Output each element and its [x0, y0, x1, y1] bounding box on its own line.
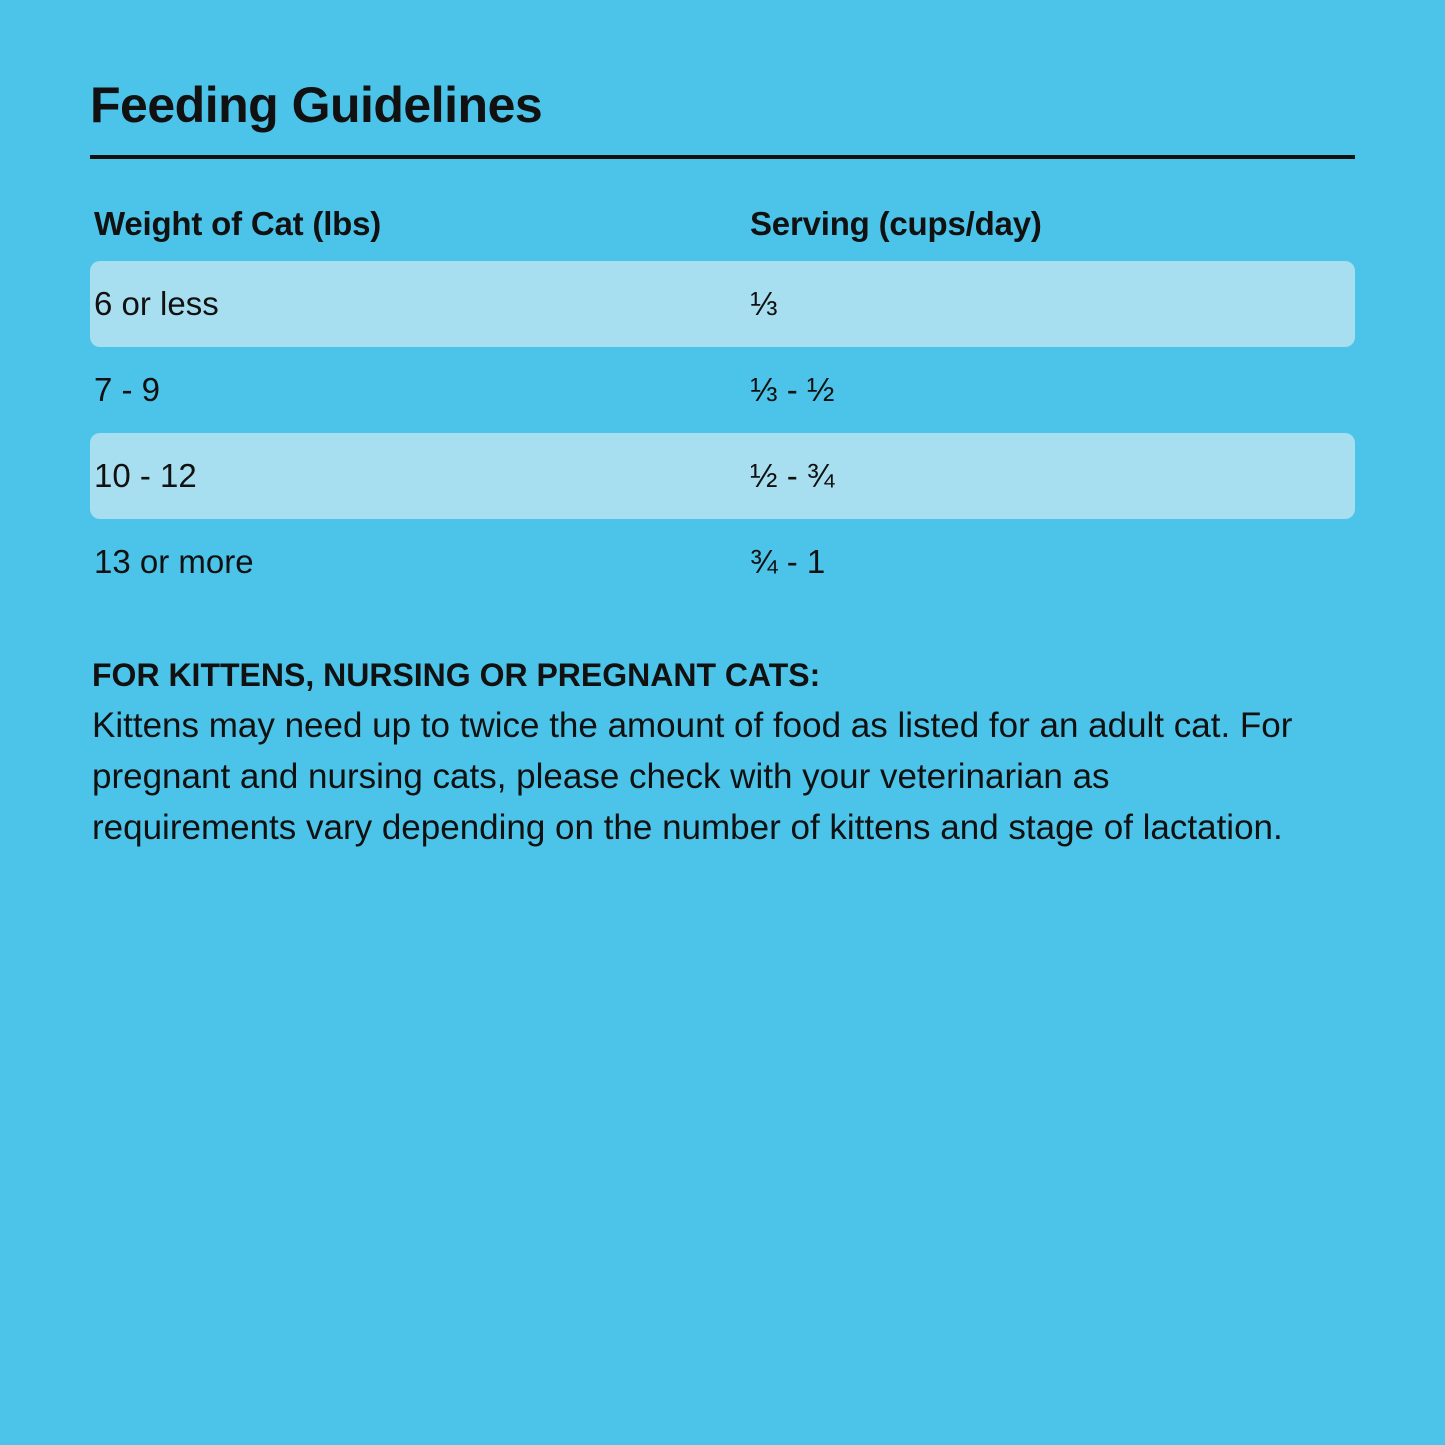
feeding-table [90, 187, 1355, 605]
cell-weight: 7 - 9 [94, 371, 161, 408]
cell-weight: 10 - 12 [94, 457, 197, 494]
kitten-note [90, 657, 1300, 853]
title-divider [90, 155, 1355, 159]
table-row [90, 261, 1355, 347]
column-header-weight: Weight of Cat (lbs) [94, 205, 382, 242]
kitten-note-body: Kittens may need up to twice the amount of food as listed for an adult cat. For pregnant and nursing cats, please check with your veterinarian as requirements vary depending on the number of kittens and stage of lactation. [92, 706, 1293, 848]
table-row [90, 433, 1355, 519]
cell-serving: ½ - ¾ [750, 457, 835, 494]
kitten-note-heading: FOR KITTENS, NURSING OR PREGNANT CATS: [92, 657, 821, 693]
table-row [90, 519, 1355, 605]
cell-weight: 13 or more [94, 543, 254, 580]
table-header-row [90, 187, 1355, 261]
table-row [90, 347, 1355, 433]
cell-serving: ⅓ - ½ [750, 371, 835, 408]
column-header-serving: Serving (cups/day) [750, 205, 1042, 242]
page-title: Feeding Guidelines [90, 77, 543, 133]
cell-weight: 6 or less [94, 285, 219, 322]
cell-serving: ⅓ [750, 285, 778, 322]
cell-serving: ¾ - 1 [750, 543, 826, 580]
